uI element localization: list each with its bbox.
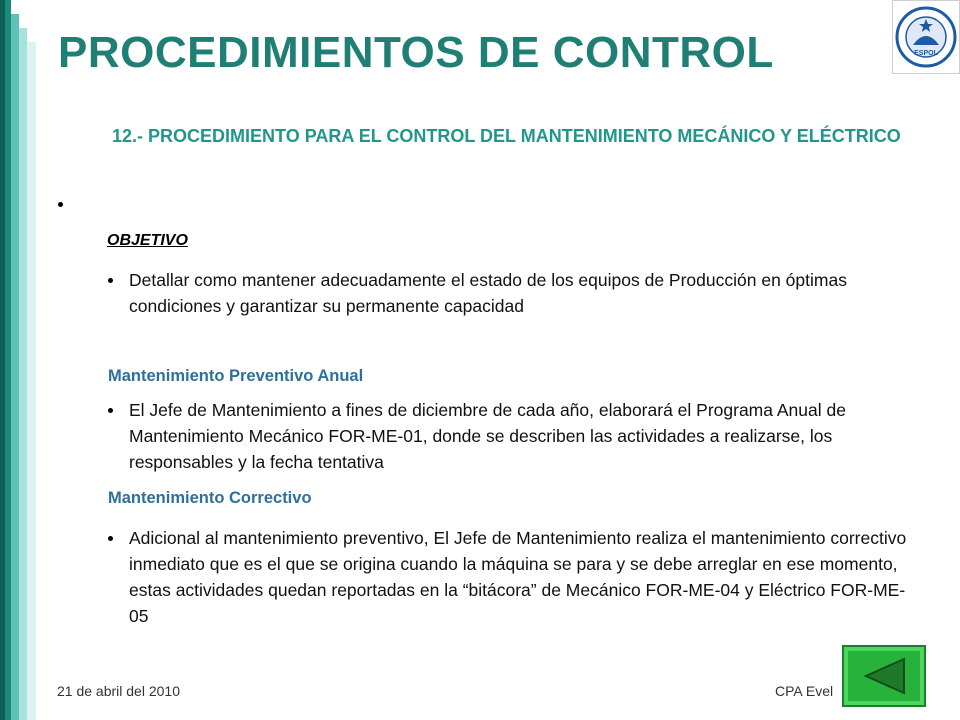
espol-logo <box>892 0 960 74</box>
preventive-bullet <box>108 397 923 475</box>
slide-subtitle: 12.- PROCEDIMIENTO PARA EL CONTROL DEL MANTENIMIENTO MECÁNICO Y ELÉCTRICO <box>112 126 901 146</box>
slide-title: PROCEDIMIENTOS DE CONTROL <box>58 28 774 77</box>
corrective-text: Adicional al mantenimiento preventivo, El Jefe de Mantenimiento realiza el mantenimiento correctivo inmediato que es el que se origina cuando la máquina se para y se debe arreglar en ese momento, estas actividades quedan reportadas en la “bitácora” de Mecánico FOR-ME-04 y Eléctrico FOR-ME-05 <box>129 528 907 626</box>
corrective-bullet <box>108 525 923 629</box>
bullet-dot <box>108 278 113 283</box>
footer-date: 21 de abril del 2010 <box>57 683 180 699</box>
decor-stripe-3 <box>11 14 19 720</box>
espol-seal-icon <box>895 5 957 69</box>
footer-author: CPA Evel <box>775 683 834 699</box>
section-heading-corrective: Mantenimiento Correctivo <box>108 489 312 507</box>
back-arrow-icon <box>860 656 910 696</box>
svg-text:ESPOL: ESPOL <box>914 50 938 57</box>
objective-label: OBJETIVO <box>107 232 188 249</box>
bullet-dot <box>108 536 113 541</box>
back-button[interactable] <box>842 645 926 707</box>
section-heading-preventive: Mantenimiento Preventivo Anual <box>108 367 364 385</box>
objective-bullet <box>108 267 923 319</box>
empty-bullet <box>58 202 63 207</box>
objective-text: Detallar como mantener adecuadamente el estado de los equipos de Producción en óptimas condiciones y garantizar su permanente capacidad <box>129 270 847 316</box>
decor-stripe-4 <box>19 28 27 720</box>
preventive-text: El Jefe de Mantenimiento a fines de diciembre de cada año, elaborará el Programa Anual de Mantenimiento Mecánico FOR-ME-01, donde se describen las actividades a realizarse, los responsables y la fecha tentativa <box>129 400 846 472</box>
bullet-dot <box>108 408 113 413</box>
decor-stripe-5 <box>27 42 36 720</box>
